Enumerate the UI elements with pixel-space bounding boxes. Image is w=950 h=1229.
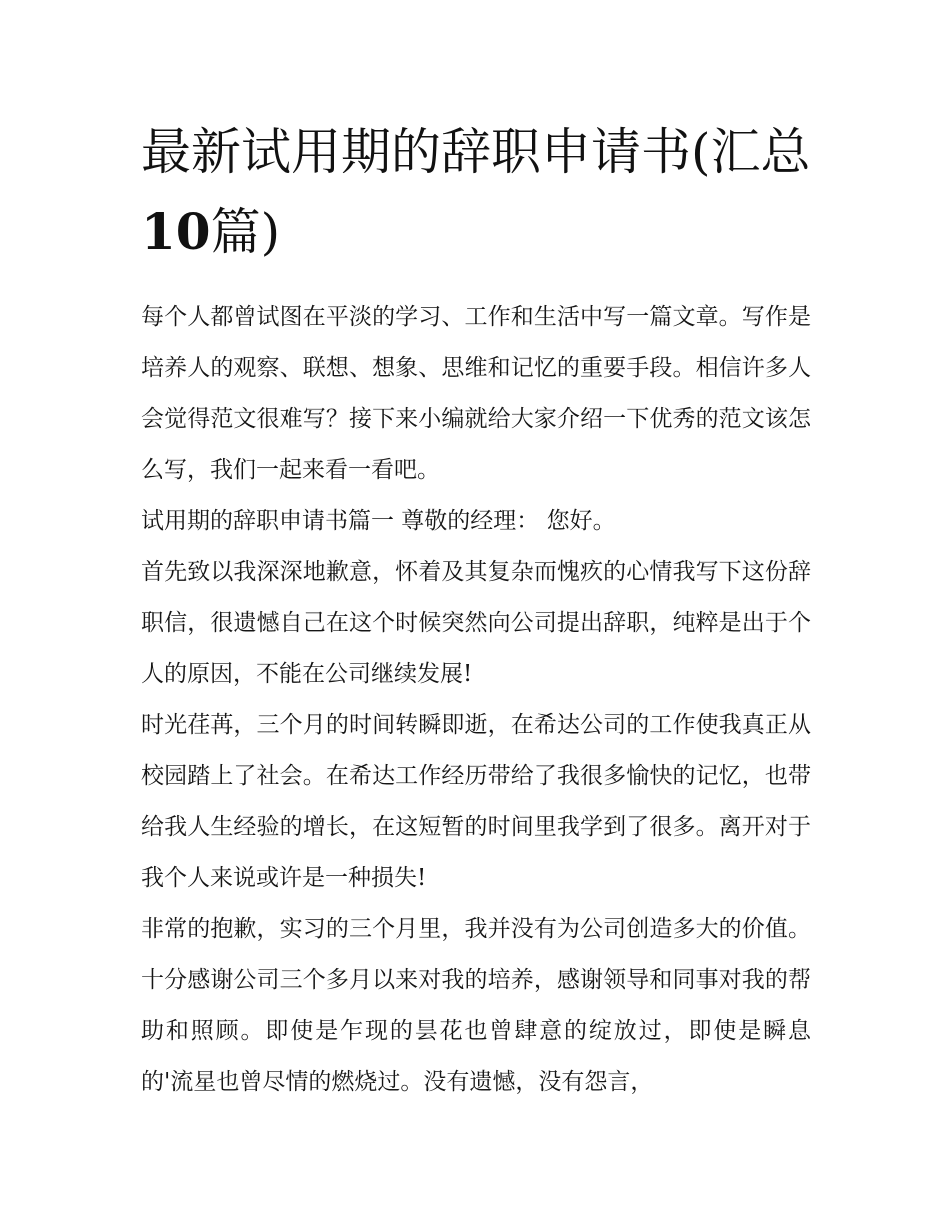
document-content bbox=[141, 112, 811, 1108]
document-title: 最新试用期的辞职申请书(汇总10篇) bbox=[141, 123, 811, 261]
paragraph-gratitude: 非常的抱歉，实习的三个月里，我并没有为公司创造多大的价值。十分感谢公司三个多月以来对我的培养，感谢领导和同事对我的帮助和照顾。即使是乍现的昙花也曾肆意的绽放过，即使是瞬息的'流星也曾尽情的燃烧过。没有遗憾，没有怨言， bbox=[141, 916, 811, 1095]
paragraph-intro: 每个人都曾试图在平淡的学习、工作和生活中写一篇文章。写作是培养人的观察、联想、想象、思维和记忆的重要手段。相信许多人会觉得范文很难写？接下来小编就给大家介绍一下优秀的范文该怎么写，我们一起来看一看吧。 bbox=[141, 304, 811, 483]
paragraph-salutation: 试用期的辞职申请书篇一 尊敬的经理： 您好。 bbox=[141, 508, 616, 534]
paragraph-apology: 首先致以我深深地歉意，怀着及其复杂而愧疚的心情我写下这份辞职信，很遗憾自己在这个时候突然向公司提出辞职，纯粹是出于个人的原因，不能在公司继续发展! bbox=[141, 559, 811, 687]
paragraph-reflection: 时光荏苒，三个月的时间转瞬即逝，在希达公司的工作使我真正从校园踏上了社会。在希达工作经历带给了我很多愉快的记忆，也带给我人生经验的增长，在这短暂的时间里我学到了很多。离开对于我个人来说或许是一种损失! bbox=[141, 712, 811, 891]
document-body bbox=[141, 292, 811, 1108]
